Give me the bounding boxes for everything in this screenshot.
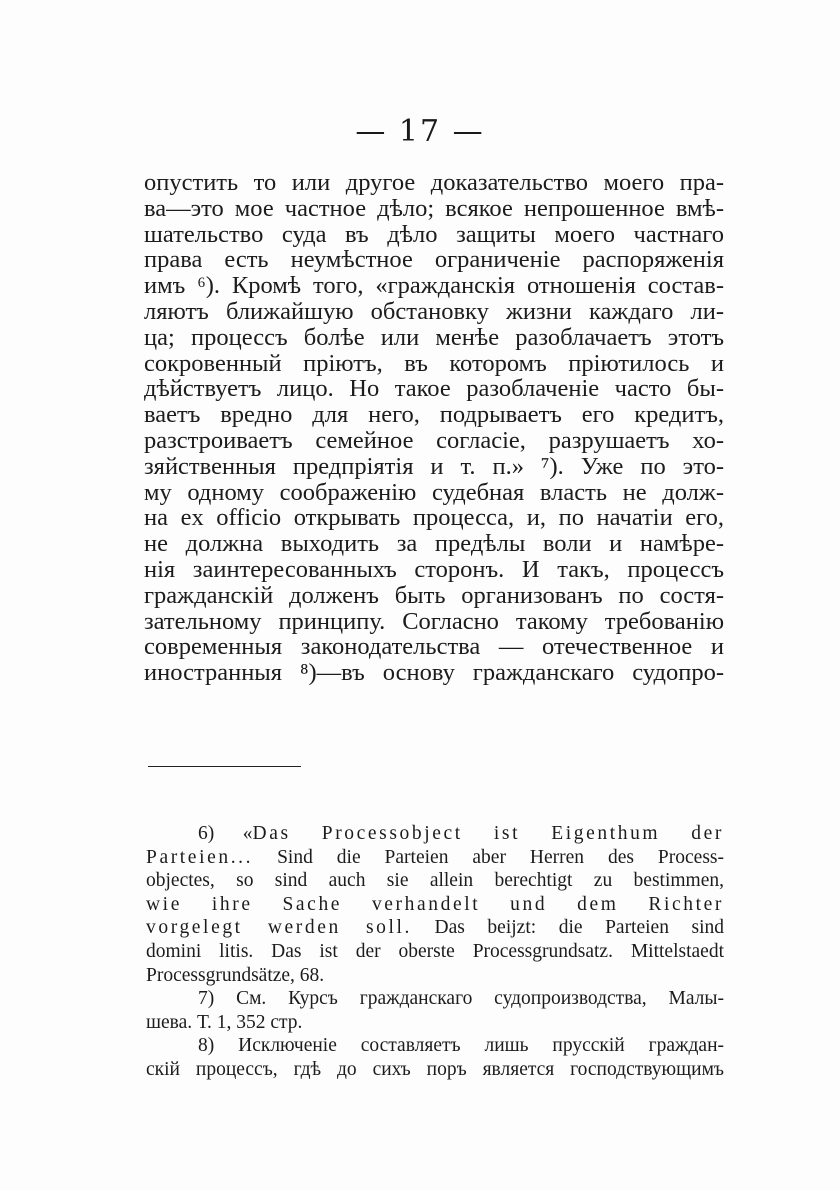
footnote-line: [146, 916, 724, 940]
footnotes: [146, 822, 724, 1082]
main-text: [144, 170, 724, 686]
text-line: ваетъ вредно для него, подрываетъ его кредитъ,: [144, 401, 724, 429]
text-line: нія заинтересованныхъ сторонъ. И такъ, процессъ: [144, 555, 724, 583]
footnote-line: [146, 893, 724, 917]
text-line: ца; процессъ болѣе или менѣе разоблачаетъ этотъ: [144, 323, 724, 351]
footnote-6: [146, 822, 724, 987]
footnote-text: Sind die Parteien aber Herren des Process-: [253, 846, 724, 868]
text-line: зяйственныя предпріятія и т. п.» ⁷). Уже по это-: [144, 452, 724, 480]
text-line: дѣйствуетъ лицо. Но такое разоблаченіе часто бы-: [144, 375, 724, 403]
footnote-emphasis: wie ihre Sache verhandelt und dem Richter: [146, 893, 724, 915]
footnote-marker: 6) «: [198, 823, 253, 844]
text-line: иностранныя ⁸)—въ основу гражданскаго судопро-: [144, 659, 724, 687]
text-line: на ex officio открывать процесса, и, по начатіи его,: [144, 504, 724, 532]
footnote-emphasis: vorgelegt werden soll.: [146, 917, 413, 939]
text-line: шательство суда въ дѣло защиты моего частнаго: [144, 220, 724, 248]
text-line: разстроиваетъ семейное согласіе, разрушаетъ хо-: [144, 426, 724, 454]
footnote-7: [146, 987, 724, 1034]
footnote-line: domini litis. Das ist der oberste Processgrundsatz. Mittelstaedt: [146, 940, 724, 962]
text-line: сокровенный пріютъ, въ которомъ пріютилось и: [144, 349, 724, 377]
text-line: зательному принципу. Согласно такому требованію: [144, 607, 724, 635]
text-line: права есть неумѣстное ограниченіе распоряженія: [144, 246, 724, 274]
text-line: современныя законодательства — отечественное и: [144, 633, 724, 661]
text-line: ляютъ ближайшую обстановку жизни каждаго ли-: [144, 297, 724, 325]
footnote-emphasis: Das Processobject ist Eigenthum der: [252, 823, 724, 844]
footnote-line: [146, 846, 724, 870]
text-line: му одному соображенію судебная власть не долж-: [144, 478, 724, 506]
footnote-line: 8) Исключеніе составляетъ лишь прусскій граждан-: [198, 1035, 724, 1057]
text-line: опустить то или другое доказательство моего пра-: [144, 169, 724, 196]
footnote-line: [146, 822, 724, 846]
page-number: — 17 —: [355, 114, 485, 149]
footnote-separator: [148, 766, 301, 767]
text-line: имъ ⁶). Кромѣ того, «гражданскія отношенія состав-: [144, 272, 724, 300]
footnote-line: Processgrundsätze, 68.: [146, 964, 325, 986]
footnote-line: шева. Т. 1, 352 стр.: [146, 1011, 303, 1033]
footnote-8: [146, 1034, 724, 1081]
text-line: не должна выходить за предѣлы воли и намѣре-: [144, 530, 724, 558]
footnote-line: objectes, so sind auch sie allein berechtigt zu bestimmen,: [146, 870, 724, 892]
text-line: ва—это мое частное дѣло; всякое непрошенное вмѣ-: [144, 194, 724, 222]
footnote-emphasis: Parteien...: [146, 846, 254, 868]
text-line: гражданскій долженъ быть организованъ по состя-: [144, 581, 724, 609]
footnote-line: 7) См. Курсъ гражданскаго судопроизводства, Малы-: [198, 988, 724, 1010]
footnote-line: скій процессъ, гдѣ до сихъ поръ является господствующимъ: [146, 1058, 724, 1080]
footnote-text: Das beijzt: die Parteien sind: [412, 917, 725, 939]
